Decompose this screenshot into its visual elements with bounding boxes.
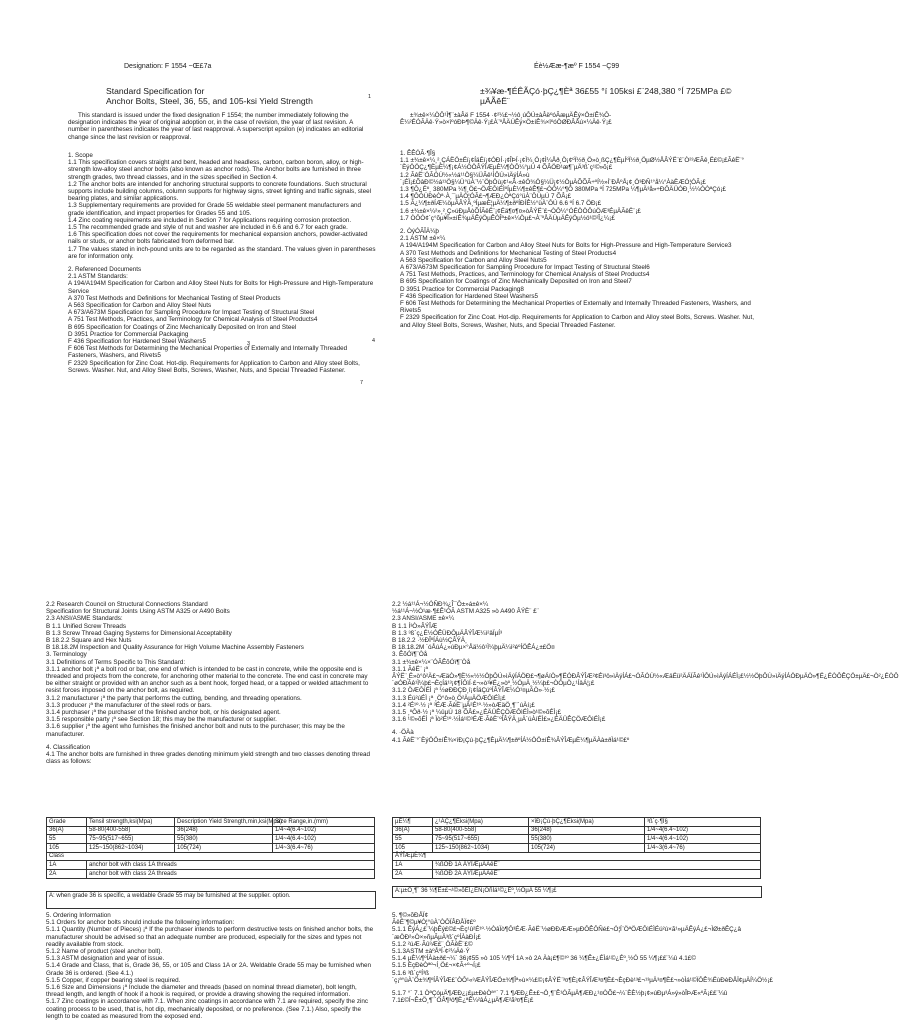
table-header-cell: Grade (47, 818, 87, 827)
left-order-line: 5.1.5 Copper, if copper bearing steel is required. (46, 976, 181, 984)
table-header-cell: ¿¹ÀÇ¿¶Èksi(Mpa) (433, 818, 529, 827)
left-top-line: 1.3 Supplementary requirements are provided for Grade 55 weldable steel permanent manufacturers and grade identification, and impact properties for Grades 55 and 105. (68, 202, 361, 217)
table-cell: 1/4~3(6.4~76) (273, 844, 375, 853)
table-cell: 105 (393, 844, 433, 853)
class-row (47, 870, 375, 879)
right-top-line: 2. ÒýÓÃÎÄ¼þ (400, 228, 439, 236)
right-bottom-line: 4. ·ÖÀà (392, 729, 414, 737)
table-cell: 105(724) (175, 844, 273, 853)
title-footnote-mark: 1 (368, 94, 371, 100)
class-label-row (393, 852, 761, 861)
right-top-line: 1.2 ÃêË¨ÓÃÓÚ½«½á¹¹Ö§¼ÜÃê¹ÌÔÚ»ìÄýÍÁ»ù´¡ÉÏ¡£ÕâÐ©½á¹¹Ö§¼Ü°üÀ¨½¨ÖþÖù¡¢¹«Â·±êÖ¾Ö§¼Ü¡¢½ÖµÀÕÕÃ÷ºÍ½»Í¨ÐÅºÅ¡¢¸Ö³ÐÑ¹°å¼°ÀàËÆÓ¦ÓÃ¡£ (400, 171, 706, 186)
table-cell: 1/4~4(6.4~102) (273, 835, 375, 844)
right-order-line: 5.1.1 ÊýÁ¿£¨¼þÊý£©£¬Èç¹û²É¹º·½ÒâÏò¶Ô³ÉÆ·ÃêË¨½øÐÐÆÆ»µÐÔÊÔÑé£¬Ó¦Í¨ÖªÖÆÔìÉÌÉú²ú×ã¹»µÄÊýÁ¿£¬ÌØ±ðÊÇ¿â´æÖÐ²»Ò×»ñµÃµÄ³ß´çºÍÀàÐÍ¡£ (392, 926, 742, 941)
left-top-line: A 194/A194M Specification for Carbon and Alloy Steel Nuts for Bolts for High-Pressure and High-Temperature Service (68, 280, 374, 295)
left-bottom-line: B 18.2.2 Square and Hex Nuts (46, 637, 132, 645)
class-row (393, 861, 761, 870)
left-bottom-line: 2.2 Research Council on Structural Connections Standard (46, 601, 208, 608)
right-top-line: 2.1 ASTM ±ê×¼ (400, 235, 446, 243)
left-bottom-line: 3. Terminology (46, 651, 87, 659)
left-order-line: 5.1.7 Zinc coatings in accordance with 7.1. When zinc coatings in accordance with 7.1 are required, specify the zinc coating process to be used, that is, hot dip, mechanically deposited, or no preference. (See 7.1.) Also, specify the length to be coated as measured from the exposed end. (46, 998, 369, 1020)
right-bottom-line: 3.1.1 ÃêË¨ ¡ª ÂÝË¨¸Ë»ò°ô²Ä£¬ÆäÒ»¶Ë½«½½ÖþÔÚ»ìÄýÍÁÖÐ£¬¶øÁíÒ»¶ËÓÐÂÝÎÆ²¢Éì³ö»ìÄýÍÁ£¬ÓÃÓÚ½«ÆäËü²ÄÁÏÃê¹ÌÔÚ»ìÄýÍÁÉÏ¡£½½ÖþÔÚ»ìÄýÍÁÖÐµÄÒ»¶Ë¿ÉÒÔÊÇÖ±µÄ£¬Ò²¿ÉÒÔ´øÓÐÃê¹Ì¼þ£¬ÈçÍä¹³¡¢¶ÍÔìÍ·£¬»ò¹¥Ë¿»òº¸½ÓµÄ¸½¼þ£¬ÒÔµÖ¿¹ÍâÁ¦¡£ (392, 665, 899, 688)
table-header-cell: Description Yield Strength,min,ksi(Mpa) (175, 818, 273, 827)
table-cell: 75~95(517~655) (433, 835, 529, 844)
right-order-line: 5.1.3ASTM ±àºÅºÍ·¢²¼Äê·Ý (392, 948, 470, 956)
right-terminology-classification (392, 601, 899, 819)
left-bottom-line: 3.1.1 anchor bolt ¡ª a bolt rod or bar, one end of which is intended to be cast in concrete, while the opposite end is threaded and projects from the concrete, for anchoring other material to the concrete. The end cast in concrete may be either straight or provided with an anchor such as a bent hook, forged head, or a tapped or welded attachment to resist forces imposed on the anchor bolt, as required. (46, 665, 369, 695)
left-top-line: 1. Scope (68, 152, 93, 159)
left-ordering-information (46, 912, 376, 1022)
right-top-line: F 2329 Specification for Zinc Coat. Hot-dip. Requirements for Application to Carbon and Alloy steel Bolts, Screws. Washer. Nut, and Alloy Steel Bolts, Screws, Washer, Nuts, and Special Threaded Fastener. (400, 314, 754, 329)
intro-en-block (68, 112, 373, 144)
right-bottom-line: 3.1.5 ¸ºÔð·½ ¡ª ¼ûµÚ 18 ÕÂ£»¿ÉÄÜÊÇÖÆÔìÉÌ»ò¹©»õÉÌ¡£ (392, 709, 561, 717)
table-row (47, 844, 375, 853)
left-bottom-line: 2.3 ANSI/ASME Standards: (46, 615, 123, 623)
right-top-line: 1.1 ±¾±ê×¼¸²¸ÇÁËÖ±Éí¡¢ÍäÉí¡¢ÓÐÍ·¡¢ÎÞÍ·¡¢Ì¼¸Ö¡¢Ì¼Åð¸Ö¡¢ºÏ½ð¸Ö»ò¸ßÇ¿¶ÈµÍºÏ½ð¸ÖµØ½ÅÂÝË¨£¨Ò²³ÆÃê¸Ë£©¡£ÃêË¨°´ÈýÖÖÇ¿¶ÈµÈ¼¶¡¢Á½ÖÖÂÝÎÆµÈ¼¶ÒÔ¼°µÚ 4 ÕÂÖÐ¹æ¶¨µÄ³ß´ç¹©»õ¡£ (400, 157, 745, 172)
left-top-line: 1.4 Zinc coating requirements are included in Section 7 for Applications requiring corrosion protection. (68, 216, 352, 224)
title-en (106, 86, 376, 106)
table-cell: 105 (47, 844, 87, 853)
left-order-line: 5.1.4 Grade and Class, that is, Grade 36, 55, or 105 and Class 1A or 2A. Weldable Grade 55 may be furnished when Grade 36 is ordered. (See 4.1.) (46, 962, 372, 977)
table-row (47, 835, 375, 844)
left-bottom-line: B 1.1 Unified Screw Threads (46, 622, 127, 630)
right-bottom-line: 3. ÊõÓï¶¨Òå (392, 651, 428, 659)
left-order-line: 5.1.1 Quantity (Number of Pieces) ¡ª If the purchaser intends to perform destructive tests on finished anchor bolts, the manufacturer should be advised so that an adequate number are produced, especially for the sizes and types not readily available from stock. (46, 926, 374, 948)
left-top-line: A 563 Specification for Carbon and Alloy Steel Nuts (68, 302, 212, 310)
table-row (47, 826, 375, 835)
right-top-line: B 695 Specification for Coatings of Zinc Mechanically Deposited on Iron and Steel7 (400, 278, 632, 286)
left-bottom-line: 3.1.6 supplier ¡ª the agent who furnishes the finished anchor bolt and nuts to the purchaser; this may be the manufacturer. (46, 723, 345, 738)
left-top-line: A 673/A673M Specification for Sampling Procedure for Impact Testing of Structural Steel (68, 309, 315, 317)
right-order-line: 5.1.7 °´ 7.1 ÒªÇóµÄ¶ÆÐ¿¡£µ±ÐèÒª°´ 7.1 ¶ÆÐ¿Ê±£¬Ö¸¶¨Ê¹ÓÃµÄ¶ÆÐ¿¹¤ÒÕ£¬¼´ÈÈ½þ¡¢»úÐµ³Á»ý»òÎÞÆ«ºÃ¡££¨¼û 7.1£©Í¬Ê±Ö¸¶¨´ÓÂ¶³ö¶Ë¿ªÊ¼²âÁ¿µÄ¶Æ²ã³¤¶È¡£ (392, 990, 728, 1005)
left-bottom-line: 4.1 The anchor bolts are furnished in three grades denoting minimum yield strength and two classes denoting thread class as follows: (46, 751, 371, 766)
table-header-cell: ³ß´ç·¶Î§ (645, 818, 761, 827)
right-top-line: A 673/A673M Specification for Sampling Procedure for Impact Testing of Structural Steel6 (400, 264, 650, 272)
right-order-line: 5. ¶©»õÐÅÏ¢ (392, 912, 429, 919)
table-header-row (393, 818, 761, 827)
left-order-line: 5. Ordering Information (46, 912, 111, 919)
class-label-cell: ÂÝÎÆµÈ¼¶ (393, 852, 761, 861)
right-bottom-line: 3.1.2 ÖÆÔìÉÌ ¡ª ½øÐÐÇÐ¸î¡¢ÍäÇúºÍÂÝÎÆ¼Ó¹¤µÄÒ»·½¡£ (392, 687, 555, 695)
class-desc-cell: ¾ßÓÐ 1A ÂÝÎÆµÄÃêË¨ (433, 861, 761, 870)
class-code-cell: 1A (47, 861, 87, 870)
left-order-line: 5.1 Orders for anchor bolts should include the following information: (46, 919, 235, 927)
right-top-line: A 370 Test Methods and Definitions for Mechanical Testing of Steel Products4 (400, 249, 617, 257)
title-cn-line1: ±¾¥æ-¶ÉÊÃÇó·þÇ¿¶Èª 36£55 °í 105ksi £¨248,380 °Í 725MPa £© (480, 86, 732, 96)
table-header-cell: Tensil strength,ksi(Mpa) (87, 818, 175, 827)
right-top-line: A 751 Test Methods, Practices, and Terminology for Chemical Analysis of Steel Products4 (400, 271, 650, 279)
left-bottom-line: 3.1.5 responsible party ¡ª see Section 18; this may be the manufacturer or supplier. (46, 716, 277, 724)
title-en-line1: Standard Specification for (106, 86, 205, 96)
left-top-line: F 606 Test Methods for Determining the Mechanical Properties of Externally and Internally Threaded Fasteners, Washers, and Rivets5 (68, 345, 348, 360)
table-cell: 55(380) (175, 835, 273, 844)
left-order-line: 5.1.2 Name of product (steel anchor bolt). (46, 948, 163, 956)
table-header-row (47, 818, 375, 827)
left-order-line: 5.1.3 ASTM designation and year of issue. (46, 955, 165, 963)
table-row (393, 835, 761, 844)
left-top-line: 1.2 The anchor bolts are intended for anchoring structural supports to concrete foundations. Such structural supports include building columns, column supports for highway signs, street lighting and traffic signals, steel bearing plates, and similar applications. (68, 180, 371, 203)
class-code-cell: 1A (393, 861, 433, 870)
table-cell: 105(724) (529, 844, 645, 853)
left-bottom-line: B 18.18.2M Inspection and Quality Assurance for High Volume Machine Assembly Fasteners (46, 644, 304, 652)
left-bottom-line: 3.1.3 producer ¡ª the manufacturer of the steel rods or bars. (46, 701, 212, 709)
left-top-line: F 436 Specification for Hardened Steel Washers5 (68, 338, 207, 346)
left-scope-references (68, 152, 376, 470)
table-cell: 125~150(862~1034) (87, 844, 175, 853)
class-code-cell: 2A (393, 870, 433, 879)
class-label-cell: Class (47, 852, 375, 861)
table-cell: 1/4~4(6.4~102) (645, 835, 761, 844)
left-top-line: A 370 Test Methods and Definitions for Mechanical Testing of Steel Products (68, 294, 281, 302)
right-top-line: 1.7 ÒÔÓ¢´ç°õµ¥Î»±íÊ¾µÄÊýÖµÊÓÎª±ê×¼Öµ£¬À¨ºÅÄÚµÄÊýÖµ½ö¹©²Î¿¼¡£ (400, 214, 615, 222)
class-row (393, 870, 761, 879)
right-top-line: A 194/A194M Specification for Carbon and Alloy Steel Nuts for Bolts for High-Pressure and High-Temperature Service3 (400, 242, 732, 250)
right-order-line: 5.1.4 µÈ¼¶ºÍÀà±ð£¬¼´ 36¡¢55 »ò 105 ¼¶ºÍ 1A »ò 2A Àà¡£¶©¹º 36 ¼¶Ê±¿ÉÌá¹©¿Éº¸½Ó 55 ¼¶¡££¨¼û 4.1£© (392, 955, 696, 963)
left-top-line: 1.7 The values stated in inch-pound units are to be regarded as the standard. The values given in parentheses are for information only. (68, 245, 376, 260)
footnote-mark-7: 7 (360, 380, 363, 386)
left-bottom-line: 4. Classification (46, 743, 91, 751)
right-bottom-line: B 1.1 Í³Ò»ÂÝÎÆ (392, 622, 438, 630)
left-top-line: 2.1 ASTM Standards: (68, 273, 128, 281)
right-order-line: 5.1.6 ³ß´çºÍ³ß´ç¡ª°üÀ¨Ö±¾¶ºÍÂÝÎÆ£¨ÒÔ¹«³ÆÂÝÎÆÖ±¾¶Îª»ù×¼£©¡¢ÂÝË¨³¤¶È¡¢ÂÝÎÆ³¤¶È£¬ÈçÐè¹³£¬¹³µÄ³¤¶È£¬»òÌá¹©ÏÔÊ¾ËùÐèÐÅÏ¢µÄÍ¼Ö½¡£ (392, 969, 773, 984)
grade-table-cn (392, 817, 761, 879)
right-order-line: 5.1.2 ²úÆ·Ãû³Æ£¨¸ÖÃêË¨£© (392, 940, 473, 948)
table-cell: 58-80(400-558) (87, 826, 175, 835)
right-bottom-line: 2.3 ANSI/ASME ±ê×¼ (392, 615, 455, 623)
title-en-line2: Anchor Bolts, Steel, 36, 55, and 105-ksi Yield Strength (106, 96, 313, 106)
table-cell: 36(248) (529, 826, 645, 835)
right-top-line: 1. ÊÊÓÃ·¶Î§ (400, 150, 436, 157)
left-bottom-line: 3.1.4 purchaser ¡ª the purchaser of the finished anchor bolt, or his designated agent. (46, 709, 281, 717)
left-top-line: D 3951 Practice for Commercial Packaging (68, 330, 189, 338)
right-bottom-line: 3.1.6 ¹©»õÉÌ ¡ª Ïò²É¹º·½Ìá¹©³ÉÆ·ÃêË¨ºÍÂÝÄ¸µÄ´úÀíÉÌ£»¿ÉÄÜÊÇÖÆÔìÉÌ¡£ (392, 716, 606, 724)
left-bottom-line: Specification for Structural Joints Using ASTM A325 or A490 Bolts (46, 608, 230, 616)
right-scope-references (400, 150, 760, 472)
right-top-line: F 436 Specification for Hardened Steel Washers5 (400, 292, 539, 300)
left-order-line: 5.1.6 Size and Dimensions ¡ª Include the diameter and threads (based on nominal thread diameter), bolt length, thread length, and length of hook if a hook is required, or provide a drawing showing the required information. (46, 984, 357, 999)
right-top-line: 1.6 ±¾±ê×¼²»¸²¸Ç»úÐµÅòÕÍÃêË¨¡¢Éä¶¤¶¤»òÂÝË¨£¬ÒÔ¼°ÓÉÖÖÔúÖÆ³ÉµÄÃêË¨¡£ (400, 207, 641, 215)
right-ordering-information (392, 912, 773, 1022)
table-header-cell: µÈ¼¶ (393, 818, 433, 827)
left-top-line: 1.6 This specification does not cover the requirements for mechanical expansion anchors, powder-activated nails or studs, or anchor bolts fabricated from deformed bar. (68, 231, 368, 246)
table-header-cell: Size Range,in.(mm) (273, 818, 375, 827)
left-bottom-line: 3.1 Definitions of Terms Specific to This Standard: (46, 658, 186, 666)
table-cell: 58-80(400-558) (433, 826, 529, 835)
footnote-mark-3: 3 (247, 341, 250, 347)
class-code-cell: 2A (47, 870, 87, 879)
table-cell: 1/4~3(6.4~76) (645, 844, 761, 853)
left-terminology-classification (46, 601, 376, 819)
table-cell: 125~150(862~1034) (433, 844, 529, 853)
class-row (47, 861, 375, 870)
right-bottom-line: 3.1.3 Éú²úÉÌ ¡ª ¸Ö°ô»ò¸Ö²ÄµÄÖÆÔìÉÌ¡£ (392, 694, 506, 702)
right-order-line: ÃêË¨¶©µ¥Ó¦°üÀ¨ÒÔÏÂÐÅÏ¢£º (392, 919, 476, 927)
right-top-line: F 606 Test Methods for Determining the Mechanical Properties of Externally and Internally Threaded Fasteners, Washers, and Rivets5 (400, 300, 751, 315)
left-top-line: 2. Referenced Documents (68, 266, 142, 274)
right-bottom-line: B 18.2.2 ·½ÐÎºÍÁù½ÇÂÝÄ¸ (392, 637, 468, 645)
left-bottom-line: 3.1.2 manufacturer ¡ª the party that performs the cutting, bending, and threading operations. (46, 694, 302, 702)
left-top-line: F 2329 Specification for Zinc Coat. Hot-dip. Requirements for Application to Carbon and Alloy steel Bolts, Screws. Washer. Nut, and Alloy Steel Bolts, Screws, Washer, Nuts, and Special Threaded Fastener. (68, 359, 360, 374)
right-order-line: 5.1.5 ÈçÐèÒªº¬Í¸Ö£¬×¢Ã÷º¬Í¡£ (392, 962, 481, 970)
table-cell: 36(A) (393, 826, 433, 835)
left-top-line: 1.5 The recommended grade and style of nut and washer are included in 6.6 and 6.7 for each grade. (68, 224, 348, 232)
right-bottom-line: B 18.18.2M ´óÅúÁ¿»úÐµ×°Åä½ô¹Ì¼þµÄ¼ì²éºÍÖÊÁ¿±£Ö¤ (392, 644, 555, 652)
designation-right: Éè½Ææ-¶æº F 1554 ~Ç99 (534, 63, 620, 70)
class-desc-cell: anchor bolt with class 2A threads (87, 870, 375, 879)
table-cell: 1/4~4(6.4~102) (273, 826, 375, 835)
grade-table-en (46, 817, 375, 879)
intro-cn-block (400, 112, 758, 134)
title-cn-line2: µÄÃêË¨ (480, 96, 510, 106)
class-desc-cell: anchor bolt with class 1A threads (87, 861, 375, 870)
right-bottom-line: ½á¹¹Á¬½Ó¹æ·¶£Ê¹ÓÃ ASTM A325 »ò A490 ÂÝË¨ £¨ (392, 608, 539, 616)
left-top-line: 1.1 This specification covers straight and bent, headed and headless, carbon, carbon boron, alloy, or high-strength low-alloy steel anchor bolts (also known as anchor rods). The Anchor bolts are furnished in three strength grades, two thread classes, and in the sizes specified in Section 4. (68, 159, 364, 181)
table-cell: 55 (393, 835, 433, 844)
right-top-line: D 3951 Practice for Commercial Packaging8 (400, 285, 524, 293)
table-cell: 55 (47, 835, 87, 844)
intro-cn: ±¾±ê×¼ÒÔ¹Ì¶¨±àÂë F 1554 ·¢²¼£¬½ô¸úÔÚ±àÂëºóÃæµÄÊý×Ö±íÊ¾ÔÊ¼²ÉÓÃÄê·Ý»ò×îºóÐÞ¶©Äê·Ý¡£À¨ºÅÄÚÊý×Ö±íÊ¾×îºóÖØÐÂÅú×¼Äê·Ý¡£ (400, 112, 612, 127)
right-bottom-line: 3.1 ±¾±ê×¼×¨ÓÃÊõÓï¶¨Òå (392, 658, 471, 666)
table-row (393, 826, 761, 835)
left-top-line: A 751 Test Methods, Practices, and Terminology for Chemical Analysis of Steel Products4 (68, 316, 318, 324)
class-label-row (47, 852, 375, 861)
right-bottom-line: 2.2 ½á¹¹Á¬½ÓÑÐ¾¿Î¯Ô±»á±ê×¼ (392, 601, 489, 608)
left-bottom-line: B 1.3 Screw Thread Gaging Systems for Dimensional Acceptability (46, 629, 232, 637)
title-cn (480, 86, 760, 106)
right-bottom-line: 4.1 ÃêË¨°´ÈýÖÖ±íÊ¾×îÐ¡Çú·þÇ¿¶ÈµÄ¼¶±ðºÍÁ½ÖÖ±íÊ¾ÂÝÎÆµÈ¼¶µÄÀà±ðÌá¹©£º (392, 736, 630, 744)
table-cell: 36(A) (47, 826, 87, 835)
right-bottom-line: B 1.3 ³ß´ç¿É½ÓÊÜÐÔµÄÂÝÎÆ¼ì²âÏµÍ³ (392, 629, 503, 637)
table-cell: 1/4~4(6.4~102) (645, 826, 761, 835)
intro-en: This standard is issued under the fixed designation F 1554; the number immediately following the designation indicates the year of original adoption or, in the case of revision, the year of last revision. A number in parentheses indicates the year of last reapproval. A superscript epsilon (e) indicates an editorial change since the last revision or reapproval. (68, 112, 364, 141)
left-top-line: B 695 Specification for Coatings of Zinc Mechanically Deposited on Iron and Steel (68, 323, 297, 331)
table-cell: 75~95(517~655) (87, 835, 175, 844)
table-header-cell: ×îÐ¡Çú·þÇ¿¶Èksi(Mpa) (529, 818, 645, 827)
table-row (393, 844, 761, 853)
right-top-line: A 563 Specification for Carbon and Alloy Steel Nuts5 (400, 256, 547, 264)
designation-left: Designation: F 1554 ~Œ£7a (124, 63, 212, 70)
right-bottom-line: 3.1.4 ²É¹º·½ ¡ª ³ÉÆ·ÃêË¨µÄ²É¹º·½»òÆäÖ¸¶¨´úÀí¡£ (392, 701, 535, 709)
footnote-mark-4: 4 (372, 338, 375, 344)
grade-table-note-en: A: when grade 36 is specific, a weldable Grade 55 may be furnished at the supplier. option. (46, 891, 376, 909)
class-desc-cell: ¾ßÓÐ 2A ÂÝÎÆµÄÃêË¨ (433, 870, 761, 879)
table-cell: 36(248) (175, 826, 273, 835)
right-top-line: 1.5 Ã¿¼¶±ðÍÆ¼öµÄÂÝÄ¸ºÍµæÈ¦µÄ¼¶±ðºÍÐÍÊ½°üÀ¨ÔÚ 6.6 ºÍ 6.7 ÖÐ¡£ (400, 200, 602, 208)
right-top-line: 1.3 ¶Ô¿Éº¸ 380MPa ¼¶¸Ö£¬ÖÆÔìÉÌºÍµÈ¼¶±êÊ¶£¬ÒÔ¼°¶Ô 380MPa ºÍ 725MPa ¼¶µÄ³å»÷ÐÔÄÜÓÐ¸½¼ÓÒªÇó¡£ (400, 186, 726, 194)
table-cell: 55(380) (529, 835, 645, 844)
grade-table-note-cn: A:µ±Ö¸¶¨ 36 ¼¶Ê±£¬¹©»õÉÌ¿ÉÑ¡ÔñÌá¹©¿Éº¸½ÓµÄ 55 ¼¶¡£ (392, 886, 762, 898)
right-top-line: 1.4 ¶ÔÓÚÐèÒª·À¸¯µÄÓ¦ÓÃ£¬¶ÆÐ¿ÒªÇó°üÀ¨ÔÚµÚ 7 ÕÂ¡£ (400, 193, 572, 201)
